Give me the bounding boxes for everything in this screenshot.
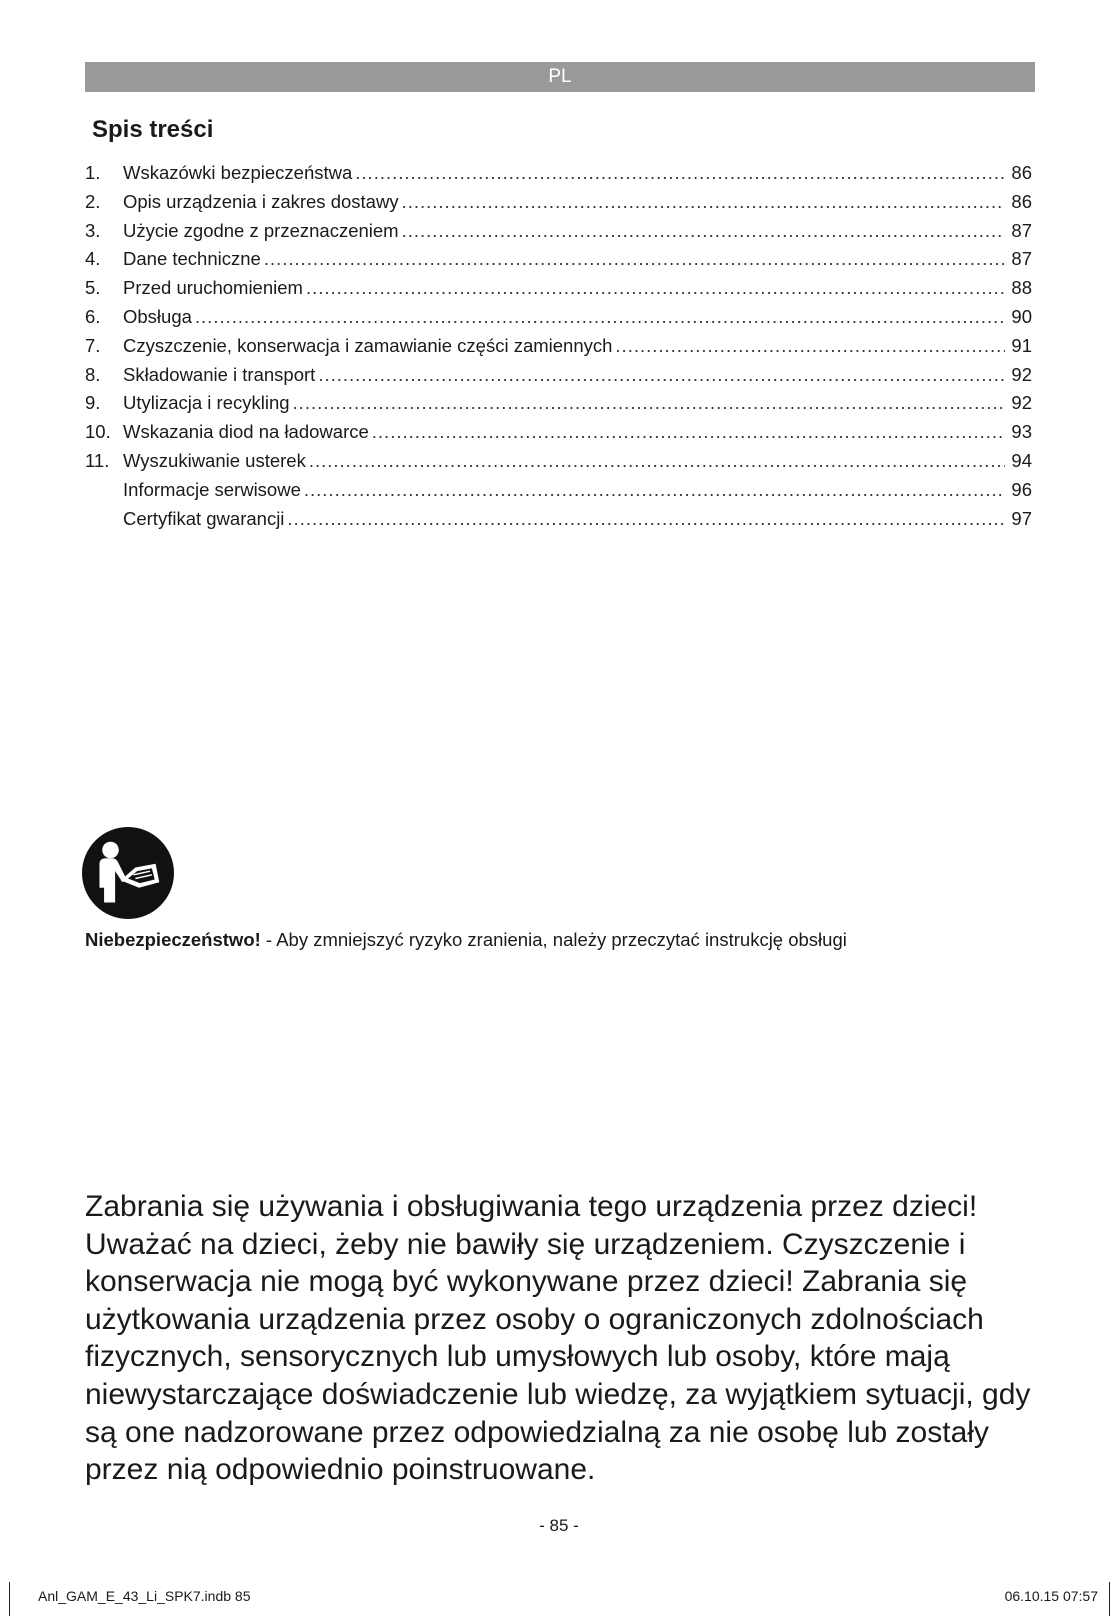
warning-label: Niebezpieczeństwo! — [85, 929, 261, 950]
toc-item-number: 6. — [85, 305, 101, 327]
toc-item[interactable] — [85, 389, 1032, 418]
toc-leader-dots — [615, 332, 1005, 361]
toc-leader-dots — [355, 159, 1005, 188]
toc-item-label: Składowanie i transport — [123, 363, 316, 385]
toc-leader-dots — [318, 361, 1005, 390]
toc-item-number: 7. — [85, 334, 101, 356]
toc-item-number: 2. — [85, 190, 101, 212]
toc-item-page: 87 — [1011, 219, 1032, 241]
toc-item[interactable] — [85, 505, 1032, 534]
page-number: - 85 - — [539, 1516, 579, 1535]
footer-file-info: Anl_GAM_E_43_Li_SPK7.indb 85 — [38, 1588, 251, 1604]
toc-leader-dots — [372, 418, 1005, 447]
toc-item-label: Dane techniczne — [123, 248, 261, 270]
toc-item-label: Użycie zgodne z przeznaczeniem — [123, 219, 399, 241]
toc-item-page: 94 — [1011, 449, 1032, 471]
toc-item-label: Czyszczenie, konserwacja i zamawianie części zamiennych — [123, 334, 613, 356]
toc-leader-dots — [402, 217, 1005, 246]
toc-item[interactable] — [85, 217, 1032, 246]
toc-item-label: Utylizacja i recykling — [123, 392, 290, 414]
toc-item[interactable] — [85, 418, 1032, 447]
toc-item[interactable] — [85, 332, 1032, 361]
toc-item-number: 4. — [85, 248, 101, 270]
children-safety-notice: Zabrania się używania i obsługiwania tego urządzenia przez dzieci! Uważać na dzieci, żeby nie bawiły się urządzeniem. Czyszczenie i konserwacja nie mogą być wykonywane przez dzieci! Zabrania się użytkowania urządzenia przez osoby o ograniczonych zdolnościach fizycznych, sensorycznych lub umysłowych lub osoby, które mają niewystarczające doświadczenie lub wiedzę, za wyjątkiem sytuacji, gdy są one nadzorowane przez odpowiedzialną za nie osobę lub zostały przez nią odpowiednio poinstruowane. — [85, 1190, 1031, 1487]
toc-item-label: Opis urządzenia i zakres dostawy — [123, 190, 399, 212]
toc-leader-dots — [287, 505, 1005, 534]
toc-item-label: Wskazówki bezpieczeństwa — [123, 162, 353, 183]
toc-item[interactable] — [85, 188, 1032, 217]
toc-item-page: 87 — [1011, 248, 1032, 270]
toc-item[interactable] — [85, 303, 1032, 332]
footer-datetime: 06.10.15 07:57 — [1004, 1588, 1098, 1604]
toc-item-number: 10. — [85, 421, 111, 443]
toc-item[interactable] — [85, 274, 1032, 303]
toc-leader-dots — [304, 476, 1005, 505]
toc-leader-dots — [402, 188, 1005, 217]
toc-item[interactable] — [85, 159, 1032, 188]
toc-item-label: Obsługa — [123, 305, 192, 327]
warning-text: - Aby zmniejszyć ryzyko zranienia, należy przeczytać instrukcję obsługi — [260, 929, 847, 950]
toc-item-page: 88 — [1011, 277, 1032, 299]
toc-item-page: 93 — [1011, 421, 1032, 443]
toc-item-number: 3. — [85, 219, 101, 241]
toc-item-number: 8. — [85, 363, 101, 385]
toc-item-page: 91 — [1011, 334, 1032, 356]
toc-leader-dots — [309, 447, 1005, 476]
toc-leader-dots — [195, 303, 1005, 332]
toc-title: Spis treści — [92, 116, 214, 143]
toc-item-page: 97 — [1011, 507, 1032, 529]
toc-item-number: 11. — [85, 449, 110, 471]
warning-line — [85, 929, 847, 951]
language-code: PL — [548, 66, 572, 87]
toc-item-page: 90 — [1011, 305, 1032, 327]
toc-item-page: 86 — [1011, 162, 1032, 183]
toc-leader-dots — [293, 389, 1005, 418]
toc-item[interactable] — [85, 361, 1032, 390]
toc-item[interactable] — [85, 476, 1032, 505]
toc-item-page: 92 — [1011, 363, 1032, 385]
language-header-bar — [85, 62, 1035, 92]
toc-item-label: Wskazania diod na ładowarce — [123, 421, 369, 443]
crop-mark-left — [9, 1582, 10, 1616]
toc-item-page: 96 — [1011, 478, 1032, 500]
read-manual-icon — [82, 827, 174, 919]
table-of-contents — [85, 159, 1032, 533]
toc-item-page: 92 — [1011, 392, 1032, 414]
toc-leader-dots — [264, 245, 1005, 274]
toc-item[interactable] — [85, 245, 1032, 274]
toc-item-number: 9. — [85, 392, 101, 414]
toc-item-label: Przed uruchomieniem — [123, 277, 303, 299]
toc-item-label: Certyfikat gwarancji — [123, 507, 285, 529]
toc-leader-dots — [306, 274, 1005, 303]
toc-item-label: Informacje serwisowe — [123, 478, 301, 500]
crop-mark-right — [1109, 1582, 1110, 1616]
toc-item-number: 1. — [85, 162, 101, 183]
toc-item[interactable] — [85, 447, 1032, 476]
toc-item-label: Wyszukiwanie usterek — [123, 449, 306, 471]
toc-item-number: 5. — [85, 277, 101, 299]
toc-item-page: 86 — [1011, 190, 1032, 212]
